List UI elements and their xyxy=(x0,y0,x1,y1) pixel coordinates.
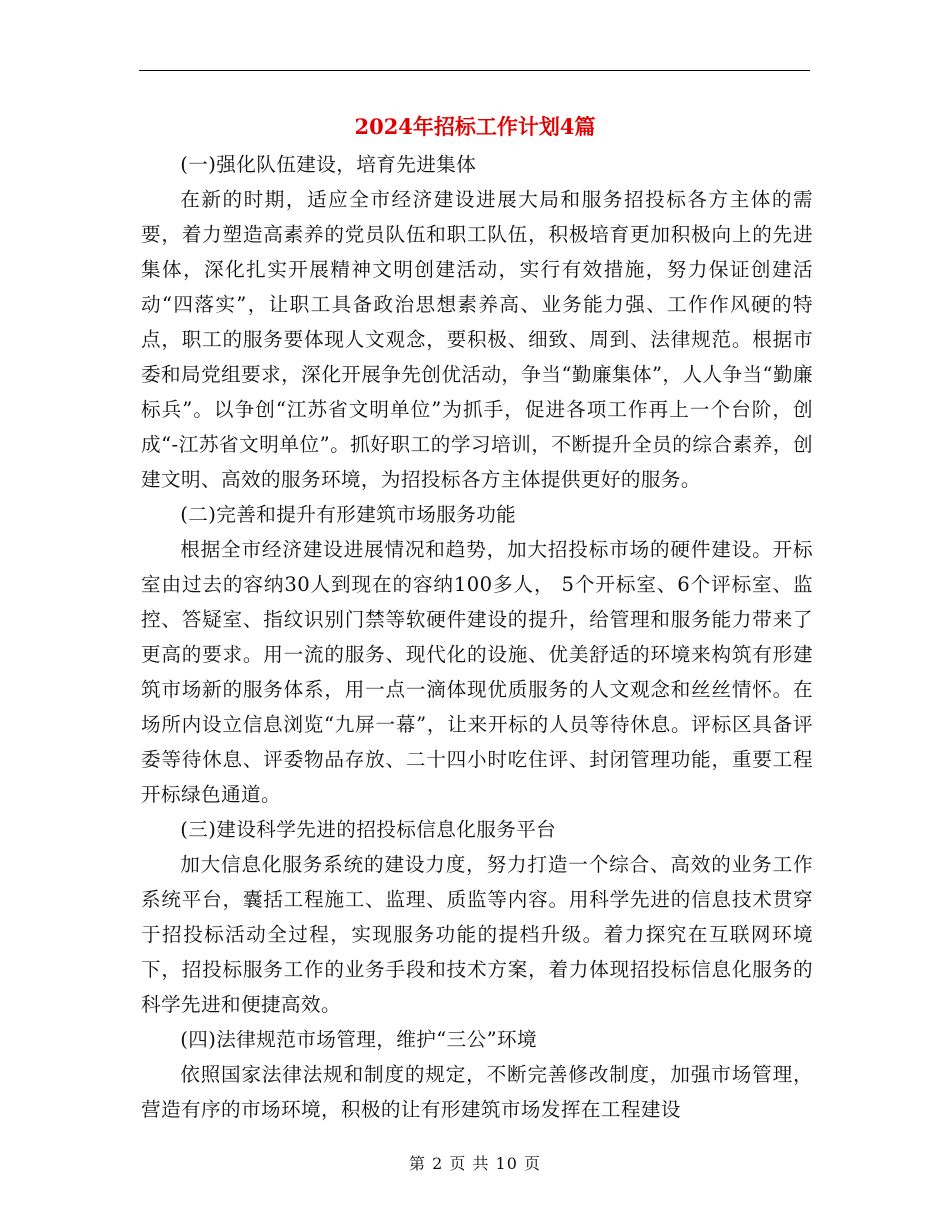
paragraph-3: 加大信息化服务系统的建设力度，努力打造一个综合、高效的业务工作系统平台，囊括工程施工、监理、质监等内容。用科学先进的信息技术贯穿于招投标活动全过程，实现服务功能的提档升级。着力探究在互联网环境下，招投标服务工作的业务手段和技术方案，着力体现招投标信息化服务的科学先进和便捷高效。 xyxy=(141,853,813,1016)
section-heading-3: (三)建设科学先进的招投标信息化服务平台 xyxy=(180,818,557,841)
section-heading-1: (一)强化队伍建设，培育先进集体 xyxy=(180,153,477,176)
header-rule xyxy=(139,70,810,71)
document-body xyxy=(141,147,813,1127)
paragraph-1: 在新的时期，适应全市经济建设进展大局和服务招投标各方主体的需要，着力塑造高素养的党员队伍和职工队伍，积极培育更加积极向上的先进集体，深化扎实开展精神文明创建活动，实行有效措施，努力保证创建活动“四落实”，让职工具备政治思想素养高、业务能力强、工作作风硬的特点，职工的服务要体现人文观念，要积极、细致、周到、法律规范。根据市委和局党组要求，深化开展争先创优活动，争当“勤廉集体”，人人争当“勤廉标兵”。以争创“江苏省文明单位”为抓手，促进各项工作再上一个台阶，创成“-江苏省文明单位”。抓好职工的学习培训，不断提升全员的综合素养，创建文明、高效的服务环境，为招投标各方主体提供更好的服务。 xyxy=(141,188,813,491)
section-heading-2: (二)完善和提升有形建筑市场服务功能 xyxy=(180,503,517,526)
paragraph-2: 根据全市经济建设进展情况和趋势，加大招投标市场的硬件建设。开标室由过去的容纳30人到现在的容纳100多人， 5个开标室、6个评标室、监控、答疑室、指纹识别门禁等软硬件建设的提升，给管理和服务能力带来了更高的要求。用一流的服务、现代化的设施、优美舒适的环境来构筑有形建筑市场新的服务体系，用一点一滴体现优质服务的人文观念和丝丝情怀。在场所内设立信息浏览“九屏一幕”，让来开标的人员等待休息。评标区具备评委等待休息、评委物品存放、二十四小时吃住评、封闭管理功能，重要工程开标绿色通道。 xyxy=(141,538,813,806)
document-title: 2024年招标工作计划4篇 xyxy=(354,114,596,139)
section-heading-4: (四)法律规范市场管理，维护“三公”环境 xyxy=(180,1028,538,1051)
page-number-footer: 第 2 页 共 10 页 xyxy=(409,1154,541,1173)
paragraph-4: 依照国家法律法规和制度的规定，不断完善修改制度，加强市场管理，营造有序的市场环境，积极的让有形建筑市场发挥在工程建设 xyxy=(141,1063,813,1121)
